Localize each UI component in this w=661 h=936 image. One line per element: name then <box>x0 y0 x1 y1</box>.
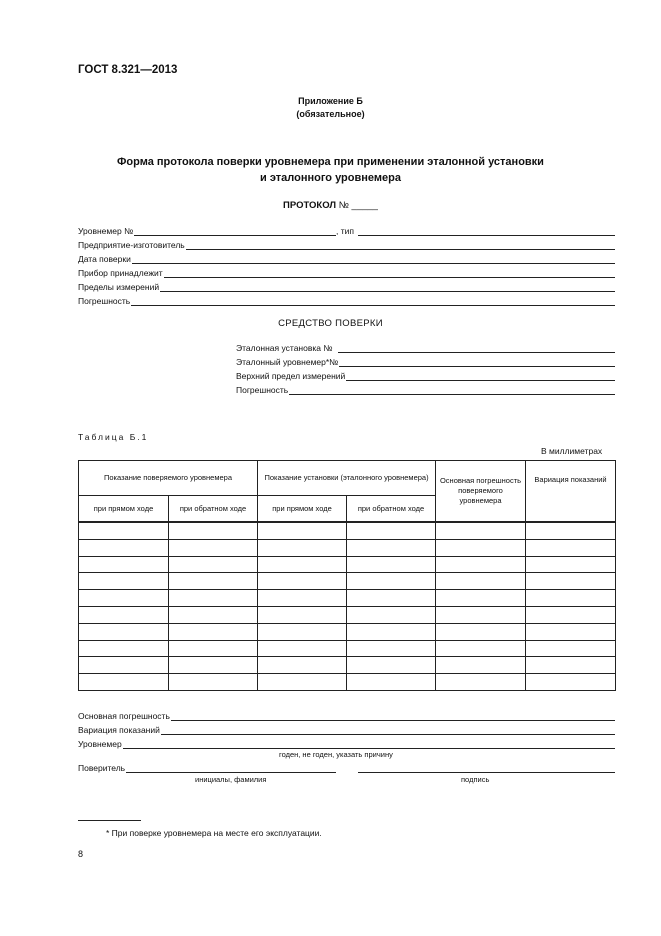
field-label: , тип <box>336 226 354 236</box>
error-field[interactable] <box>78 294 615 306</box>
table-cell[interactable] <box>436 573 526 590</box>
table-cell[interactable] <box>347 640 436 657</box>
header-reference-readings: Показание установки (эталонного уровнемера) <box>258 461 436 496</box>
table-cell[interactable] <box>79 640 169 657</box>
verification-table <box>78 460 616 691</box>
type-field[interactable] <box>336 224 615 236</box>
main-error-result-field[interactable] <box>78 709 615 721</box>
field-label: Поверитель <box>78 763 126 773</box>
table-cell[interactable] <box>347 674 436 691</box>
appendix-title: Приложение Б <box>298 96 363 106</box>
table-cell[interactable] <box>79 539 169 556</box>
table-cell[interactable] <box>169 657 258 674</box>
table-cell[interactable] <box>347 657 436 674</box>
field-label: Погрешность <box>236 385 289 395</box>
table-row <box>79 640 616 657</box>
table-cell[interactable] <box>526 640 616 657</box>
header-variation: Вариация показаний <box>526 461 616 523</box>
name-hint: инициалы, фамилия <box>195 775 267 784</box>
field-label: Дата поверки <box>78 254 131 264</box>
table-cell[interactable] <box>436 674 526 691</box>
table-cell[interactable] <box>169 556 258 573</box>
table-cell[interactable] <box>79 522 169 539</box>
header-tested-readings: Показание поверяемого уровнемера <box>79 461 258 496</box>
table-cell[interactable] <box>526 539 616 556</box>
protocol-label: ПРОТОКОЛ <box>283 200 337 211</box>
manufacturer-field[interactable] <box>78 238 615 250</box>
table-cell[interactable] <box>526 606 616 623</box>
measurement-range-field[interactable] <box>78 280 615 292</box>
table-row <box>79 573 616 590</box>
table-cell[interactable] <box>169 590 258 607</box>
table-cell[interactable] <box>347 606 436 623</box>
protocol-heading <box>0 200 661 211</box>
table-cell[interactable] <box>526 657 616 674</box>
verifier-signature-field[interactable] <box>358 761 615 773</box>
table-cell[interactable] <box>258 539 347 556</box>
table-cell[interactable] <box>347 623 436 640</box>
table-row <box>79 539 616 556</box>
table-row <box>79 657 616 674</box>
table-cell[interactable] <box>258 640 347 657</box>
form-title-line-1: Форма протокола поверки уровнемера при применении эталонной установки <box>117 156 544 168</box>
header-forward-2: при прямом ходе <box>258 496 347 523</box>
table-cell[interactable] <box>258 573 347 590</box>
table-cell[interactable] <box>436 640 526 657</box>
reference-installation-field[interactable] <box>236 341 615 353</box>
table-cell[interactable] <box>79 657 169 674</box>
table-cell[interactable] <box>347 556 436 573</box>
table-cell[interactable] <box>169 623 258 640</box>
field-label: Погрешность <box>78 296 131 306</box>
table-cell[interactable] <box>347 573 436 590</box>
table-cell[interactable] <box>79 606 169 623</box>
upper-limit-field[interactable] <box>236 369 615 381</box>
table-cell[interactable] <box>347 522 436 539</box>
table-cell[interactable] <box>526 573 616 590</box>
field-label: Уровнемер <box>78 739 122 749</box>
owner-field[interactable] <box>78 266 615 278</box>
table-cell[interactable] <box>526 556 616 573</box>
table-cell[interactable] <box>526 674 616 691</box>
table-cell[interactable] <box>79 623 169 640</box>
table-cell[interactable] <box>436 522 526 539</box>
table-cell[interactable] <box>347 590 436 607</box>
table-cell[interactable] <box>436 606 526 623</box>
table-cell[interactable] <box>258 522 347 539</box>
table-cell[interactable] <box>347 539 436 556</box>
verification-means-heading: СРЕДСТВО ПОВЕРКИ <box>278 318 383 329</box>
table-cell[interactable] <box>79 590 169 607</box>
document-code: ГОСТ 8.321—2013 <box>78 64 178 76</box>
field-label: Пределы измерений <box>78 282 160 292</box>
level-meter-number-field[interactable] <box>78 224 336 236</box>
field-label: Вариация показаний <box>78 725 160 735</box>
table-cell[interactable] <box>79 573 169 590</box>
protocol-number: № _____ <box>338 200 378 211</box>
reference-error-field[interactable] <box>236 383 615 395</box>
table-row <box>79 590 616 607</box>
table-cell[interactable] <box>169 522 258 539</box>
table-cell[interactable] <box>436 539 526 556</box>
table-cell[interactable] <box>258 556 347 573</box>
reference-meter-field[interactable] <box>236 355 615 367</box>
verifier-name-field[interactable] <box>78 761 336 773</box>
table-cell[interactable] <box>258 623 347 640</box>
signature-hint: подпись <box>461 775 490 784</box>
footnote: * При поверке уровнемера на месте его эксплуатации. <box>106 828 322 838</box>
header-reverse-1: при обратном ходе <box>169 496 258 523</box>
level-meter-verdict-field[interactable] <box>78 737 615 749</box>
table-cell[interactable] <box>79 556 169 573</box>
table-cell[interactable] <box>79 674 169 691</box>
table-row <box>79 623 616 640</box>
table-cell[interactable] <box>436 657 526 674</box>
table-row <box>79 674 616 691</box>
field-label: Эталонная установка № <box>236 343 333 353</box>
header-reverse-2: при обратном ходе <box>347 496 436 523</box>
header-main-error: Основная погрешность поверяемого уровнемера <box>436 461 526 523</box>
table-cell[interactable] <box>526 590 616 607</box>
table-cell[interactable] <box>169 606 258 623</box>
table-cell[interactable] <box>169 573 258 590</box>
field-label: Прибор принадлежит <box>78 268 163 278</box>
table-cell[interactable] <box>258 674 347 691</box>
table-cell[interactable] <box>526 623 616 640</box>
table-row <box>79 606 616 623</box>
appendix-status: (обязательное) <box>296 109 365 119</box>
form-title-line-2: и эталонного уровнемера <box>260 172 401 184</box>
table-cell[interactable] <box>258 657 347 674</box>
footnote-divider <box>78 820 141 821</box>
table-cell[interactable] <box>526 522 616 539</box>
table-cell[interactable] <box>436 556 526 573</box>
field-label: Эталонный уровнемер*№ <box>236 357 339 367</box>
table-cell[interactable] <box>169 674 258 691</box>
field-label: Основная погрешность <box>78 711 170 721</box>
field-label: Предприятие-изготовитель <box>78 240 185 250</box>
table-row <box>79 522 616 539</box>
table-cell[interactable] <box>258 590 347 607</box>
header-forward-1: при прямом ходе <box>79 496 169 523</box>
table-cell[interactable] <box>436 623 526 640</box>
table-caption: Таблица Б.1 <box>78 432 149 442</box>
table-row <box>79 556 616 573</box>
table-cell[interactable] <box>169 640 258 657</box>
table-cell[interactable] <box>258 606 347 623</box>
field-label: Верхний предел измерений <box>236 371 346 381</box>
variation-result-field[interactable] <box>78 723 615 735</box>
verdict-hint: годен, не годен, указать причину <box>279 750 393 759</box>
verification-date-field[interactable] <box>78 252 615 264</box>
table-units: В миллиметрах <box>541 446 603 456</box>
table-cell[interactable] <box>169 539 258 556</box>
table-cell[interactable] <box>436 590 526 607</box>
field-label: Уровнемер № <box>78 226 134 236</box>
page-number: 8 <box>78 849 84 859</box>
